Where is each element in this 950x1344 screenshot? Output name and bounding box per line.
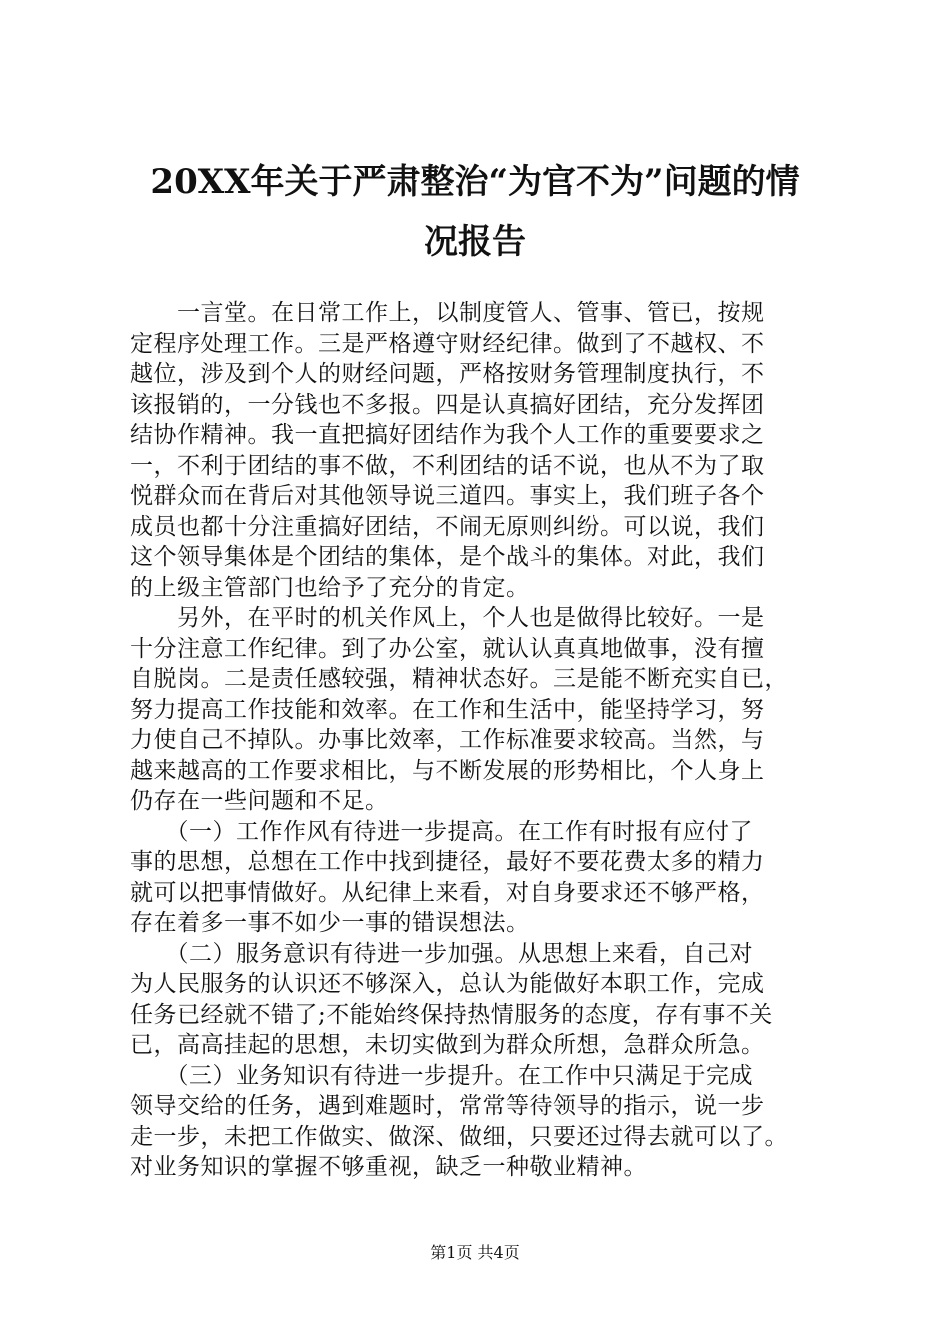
body-line: 为人民服务的认识还不够深入，总认为能做好本职工作，完成 <box>130 971 765 997</box>
body-line: 这个领导集体是个团结的集体，是个战斗的集体。对此，我们 <box>130 544 765 570</box>
body-line: 一言堂。在日常工作上，以制度管人、管事、管已，按规 <box>130 300 765 326</box>
body-line: 努力提高工作技能和效率。在工作和生活中，能坚持学习，努 <box>130 696 765 723</box>
body-line: 悦群众而在背后对其他领导说三道四。事实上，我们班子各个 <box>130 483 765 509</box>
body-line: 越位，涉及到个人的财经问题，严格按财务管理制度执行，不 <box>130 361 765 387</box>
body-line: 对业务知识的掌握不够重视，缺乏一种敬业精神。 <box>130 1154 647 1180</box>
body-line: 该报销的，一分钱也不多报。四是认真搞好团结，充分发挥团 <box>130 391 765 418</box>
page-footer: 第1页 共4页 <box>430 1243 520 1262</box>
document-title-line-2: 况报告 <box>424 222 526 262</box>
document-title-line-1: 20XX年关于严肃整治“为官不为”问题的情 <box>150 162 800 202</box>
body-line: 成员也都十分注重搞好团结，不闹无原则纠纷。可以说，我们 <box>130 513 765 540</box>
document-body <box>130 298 830 1183</box>
body-line: （一）工作作风有待进一步提高。在工作有时报有应付了 <box>130 818 753 845</box>
body-line: 定程序处理工作。三是严格遵守财经纪律。做到了不越权、不 <box>130 330 765 357</box>
body-line: 自脱岗。二是责任感较强，精神状态好。三是能不断充实自已， <box>130 666 788 692</box>
body-line: 事的思想，总想在工作中找到捷径，最好不要花费太多的精力 <box>130 849 765 875</box>
body-line: 就可以把事情做好。从纪律上来看，对自身要求还不够严格， <box>130 879 765 906</box>
body-line: 任务已经就不错了;不能始终保持热情服务的态度，存有事不关 <box>130 1001 773 1028</box>
body-line: 十分注意工作纪律。到了办公室，就认认真真地做事，没有擅 <box>130 635 765 662</box>
body-line: 领导交给的任务，遇到难题时，常常等待领导的指示，说一步 <box>130 1093 765 1119</box>
body-line: 存在着多一事不如少一事的错误想法。 <box>130 910 530 936</box>
body-line: 的上级主管部门也给予了充分的肯定。 <box>130 574 530 601</box>
body-line: 结协作精神。我一直把搞好团结作为我个人工作的重要要求之 <box>130 422 765 448</box>
body-line: （二）服务意识有待进一步加强。从思想上来看，自己对 <box>130 940 753 967</box>
body-line: 越来越高的工作要求相比，与不断发展的形势相比，个人身上 <box>130 757 765 784</box>
body-line: 一，不利于团结的事不做，不利团结的话不说，也从不为了取 <box>130 452 765 479</box>
body-line: 已，高高挂起的思想，未切实做到为群众所想，急群众所急。 <box>130 1032 765 1058</box>
body-line: （三）业务知识有待进一步提升。在工作中只满足于完成 <box>130 1062 753 1089</box>
body-line: 仍存在一些问题和不足。 <box>130 788 389 814</box>
body-line: 力使自己不掉队。办事比效率，工作标准要求较高。当然，与 <box>130 727 765 753</box>
body-line: 走一步，未把工作做实、做深、做细，只要还过得去就可以了。 <box>130 1123 788 1150</box>
body-line: 另外，在平时的机关作风上，个人也是做得比较好。一是 <box>130 605 765 631</box>
